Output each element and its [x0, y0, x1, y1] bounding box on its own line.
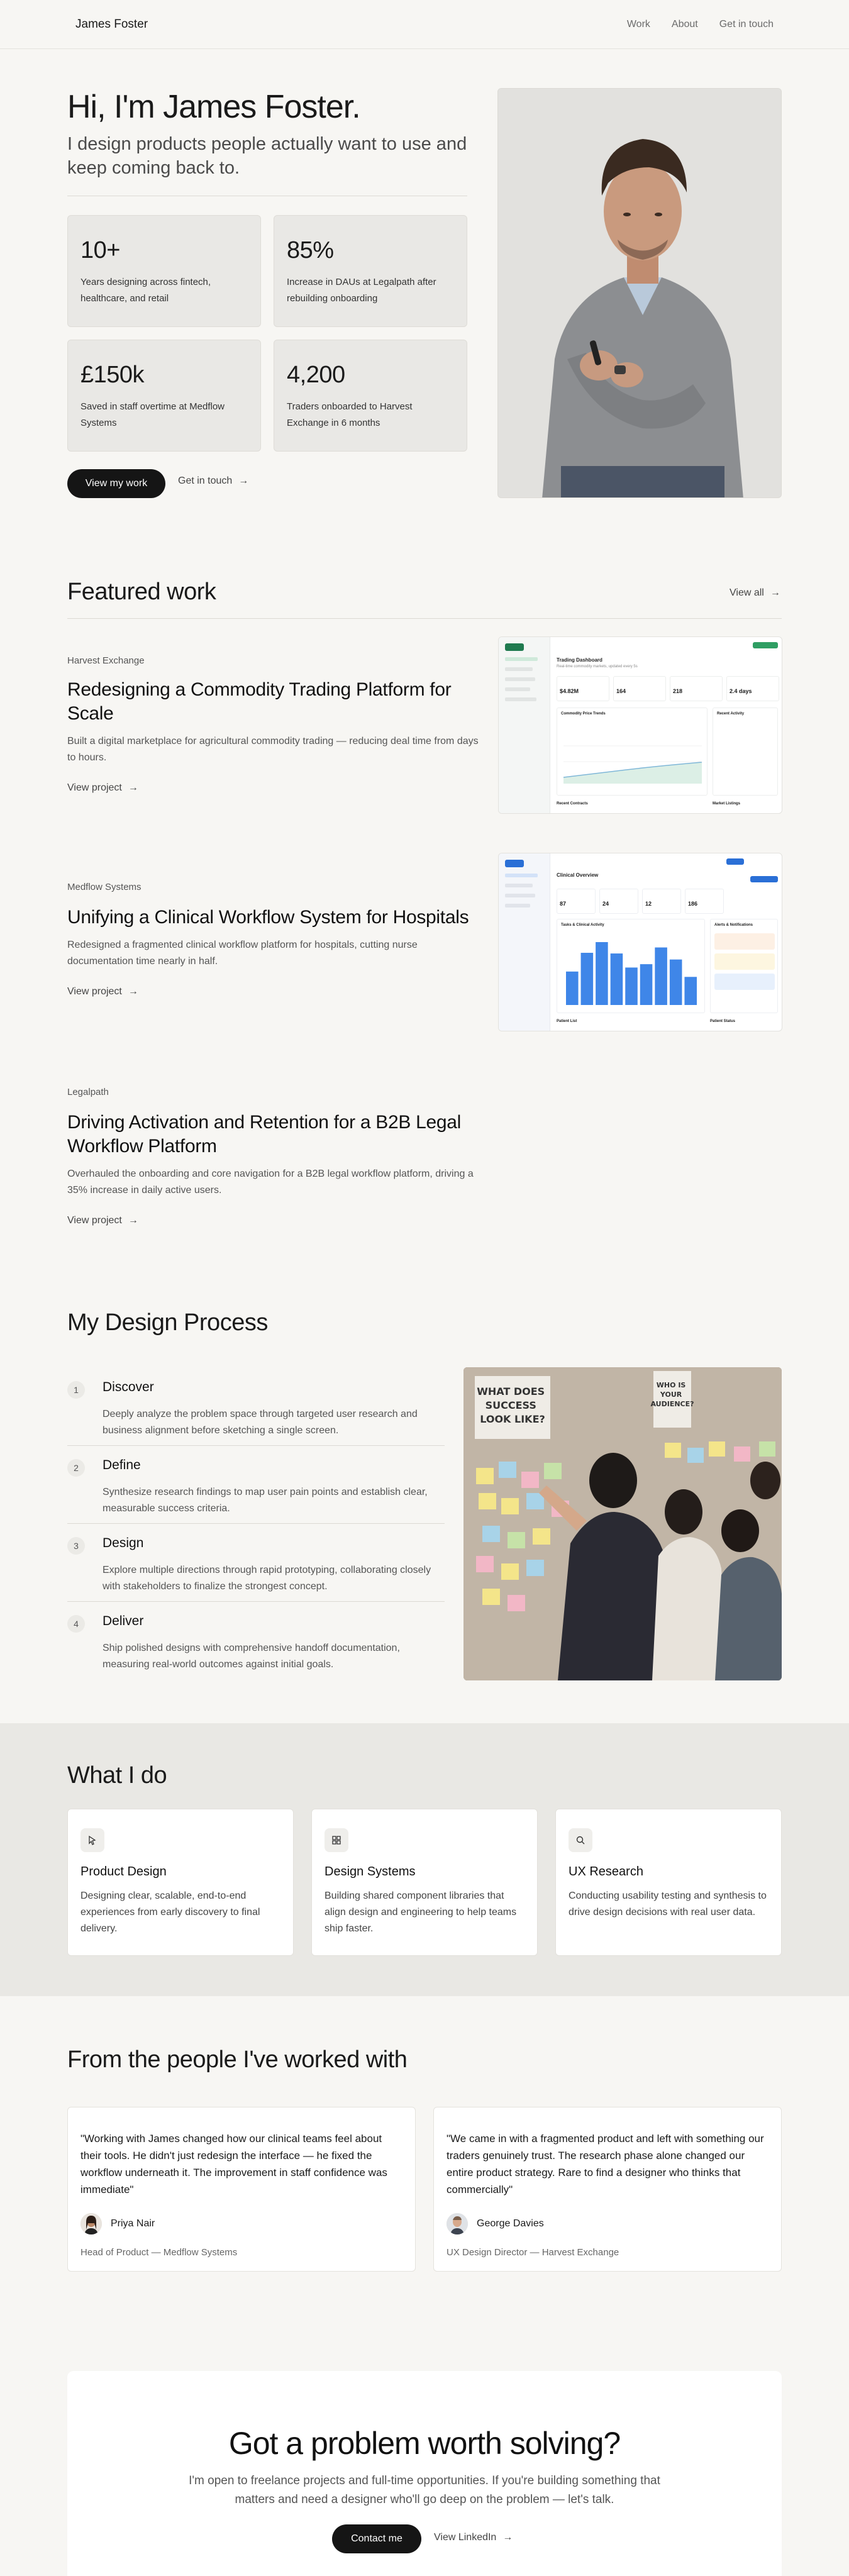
grid-icon	[325, 1828, 348, 1852]
service-title: UX Research	[569, 1865, 643, 1879]
mockup-bar	[640, 964, 653, 1005]
hero-subtitle: I design products people actually want to use and keep coming back to.	[67, 134, 467, 178]
testimonial-role: Head of Product — Medflow Systems	[80, 2247, 238, 2258]
get-in-touch-label: Get in touch	[178, 475, 233, 486]
mockup-subtitle: Real-time commodity markets, updated every 5s	[557, 665, 638, 669]
stat-description: Years designing across fintech, healthcare, and retail	[80, 277, 211, 304]
service-card-ux-research	[555, 1809, 782, 1956]
mockup-footer-right: Market Listings	[713, 802, 741, 806]
mockup-chart-title: Commodity Price Trends	[561, 712, 606, 716]
mockup-nav-item	[505, 697, 536, 701]
stat-card-dau	[274, 215, 467, 327]
view-project-label: View project	[67, 986, 122, 997]
mockup-chart-panel	[557, 708, 708, 796]
stat-number: 10+	[80, 237, 120, 264]
mockup-sidebar	[499, 637, 550, 814]
mockup-kpi: $4.82M	[557, 676, 609, 701]
project-title[interactable]: Redesigning a Commodity Trading Platform for Scale	[67, 679, 452, 724]
hero-title: Hi, I'm James Foster.	[67, 89, 360, 125]
mockup-nav-item	[505, 667, 533, 671]
step-description: Explore multiple directions through rapid prototyping, collaborating closely with stakeholders to finalize the strongest concept.	[103, 1565, 431, 1592]
testimonial-card	[433, 2107, 782, 2272]
cursor-icon	[80, 1828, 104, 1852]
mockup-chart-panel	[557, 919, 705, 1013]
view-linkedin-link[interactable]	[434, 2532, 513, 2543]
mockup-kpi: 12	[642, 889, 681, 914]
view-project-link[interactable]	[67, 986, 138, 997]
project-company: Harvest Exchange	[67, 655, 145, 666]
testimonial-role: UX Design Director — Harvest Exchange	[447, 2247, 619, 2258]
process-heading: My Design Process	[67, 1309, 268, 1336]
step-description: Synthesize research findings to map user pain points and establish clear, measurable success criteria.	[103, 1487, 428, 1514]
testimonial-card	[67, 2107, 416, 2272]
stat-number: 4,200	[287, 362, 345, 388]
mockup-line-chart	[557, 708, 708, 796]
mockup-alerts-panel	[710, 919, 778, 1013]
testimonial-name: George Davies	[477, 2218, 544, 2229]
step-title: Design	[103, 1536, 144, 1550]
mockup-kpi: 164	[613, 676, 666, 701]
project-company: Medflow Systems	[67, 882, 142, 892]
nav-links	[627, 19, 774, 30]
mockup-kpi: 87	[557, 889, 596, 914]
step-title: Discover	[103, 1380, 154, 1394]
step-description: Ship polished designs with comprehensive handoff documentation, measuring real-world outcomes against initial goals.	[103, 1643, 400, 1670]
step-number: 1	[67, 1381, 85, 1399]
services-heading: What I do	[67, 1762, 167, 1789]
mockup-alert	[714, 974, 775, 990]
service-card-design-systems	[311, 1809, 538, 1956]
view-project-link[interactable]	[67, 1215, 138, 1226]
step-title: Define	[103, 1458, 141, 1472]
view-all-link[interactable]	[730, 587, 780, 599]
arrow-right-icon: →	[128, 1215, 138, 1226]
mockup-nav-item	[505, 657, 538, 661]
mockup-kpi: 2.4 days	[726, 676, 779, 701]
arrow-right-icon: →	[238, 475, 249, 486]
mockup-bar	[625, 967, 638, 1005]
arrow-right-icon: →	[770, 587, 780, 598]
project-description: Built a digital marketplace for agricultural commodity trading — reducing deal time from days to hours.	[67, 736, 479, 763]
project-company: Legalpath	[67, 1087, 109, 1097]
mockup-footer-right: Patient Status	[710, 1019, 736, 1023]
mockup-action-button	[750, 876, 778, 882]
mockup-nav-item	[505, 884, 533, 887]
step-divider	[67, 1523, 445, 1524]
step-divider	[67, 1445, 445, 1446]
clinical-dashboard-mockup[interactable]	[498, 853, 782, 1031]
view-project-label: View project	[67, 1215, 122, 1226]
view-all-label: View all	[730, 587, 764, 598]
mockup-nav-item	[505, 894, 535, 897]
stat-card-savings	[67, 340, 261, 452]
mockup-kpi: 218	[670, 676, 723, 701]
get-in-touch-link[interactable]	[178, 475, 248, 487]
mockup-bar	[670, 960, 682, 1005]
testimonial-author	[80, 2213, 155, 2235]
project-description: Redesigned a fragmented clinical workflow platform for hospitals, cutting nurse documentation time nearly in half.	[67, 940, 418, 967]
arrow-right-icon: →	[128, 986, 138, 997]
service-card-product-design	[67, 1809, 294, 1956]
service-description: Conducting usability testing and synthesis to drive design decisions with real user data.	[569, 1890, 767, 1918]
testimonial-quote: "Working with James changed how our clinical teams feel about their tools. He didn't just redesign the interface — he fixed the workflow underneath it. The improvement in staff confidence was immediate"	[80, 2133, 387, 2196]
mockup-bar	[611, 953, 623, 1005]
mockup-sidebar	[499, 853, 550, 1031]
mockup-logo	[505, 643, 524, 651]
mockup-bar-chart	[557, 919, 706, 1014]
step-number: 4	[67, 1615, 85, 1633]
poster-right-text: WHO IS YOUR AUDIENCE?	[650, 1381, 694, 1408]
mockup-kpi: 186	[685, 889, 724, 914]
step-description: Deeply analyze the problem space through targeted user research and business alignment before sketching a single screen.	[103, 1409, 418, 1436]
workshop-illustration	[463, 1367, 782, 1680]
mockup-bar	[596, 942, 608, 1005]
mockup-bar	[566, 972, 579, 1005]
testimonial-name: Priya Nair	[111, 2218, 155, 2229]
project-title[interactable]: Unifying a Clinical Workflow System for Hospitals	[67, 907, 469, 928]
mockup-alert	[714, 933, 775, 950]
portrait-photo	[497, 88, 782, 498]
featured-work-heading: Featured work	[67, 579, 216, 605]
mockup-side-panel	[713, 708, 778, 796]
arrow-right-icon: →	[502, 2532, 513, 2543]
mockup-bar	[581, 953, 594, 1005]
avatar	[80, 2213, 102, 2235]
mockup-logo	[505, 860, 524, 867]
service-description: Building shared component libraries that align design and engineering to help teams ship faster.	[325, 1890, 517, 1934]
mockup-title: Clinical Overview	[557, 872, 599, 878]
mockup-side-title: Recent Activity	[717, 712, 745, 716]
cta-description: I'm open to freelance projects and full-time opportunities. If you're building something that matters and need a designer who'll go deep on the problem — let's talk.	[189, 2474, 660, 2506]
stat-number: £150k	[80, 362, 145, 388]
contact-me-button[interactable]: Contact me	[332, 2524, 421, 2553]
mockup-side-title: Alerts & Notifications	[714, 923, 753, 927]
view-linkedin-label: View LinkedIn	[434, 2532, 497, 2543]
mockup-kpi: 24	[599, 889, 638, 914]
testimonial-quote: "We came in with a fragmented product and left with something our traders genuinely trust. The research phase alone changed our entire product strategy. Rare to find a designer who thinks that commercially"	[447, 2133, 764, 2196]
poster-left-text: WHAT DOES SUCCESS LOOK LIKE?	[477, 1385, 545, 1425]
portrait-illustration	[498, 89, 782, 498]
testimonial-author	[447, 2213, 544, 2235]
mockup-nav-item	[505, 874, 538, 877]
testimonials-heading: From the people I've worked with	[67, 2046, 408, 2073]
mockup-chart-title: Tasks & Clinical Activity	[561, 923, 604, 927]
view-project-label: View project	[67, 782, 122, 793]
service-title: Design Systems	[325, 1865, 416, 1879]
stat-card-traders	[274, 340, 467, 452]
service-title: Product Design	[80, 1865, 167, 1879]
mockup-bar	[684, 977, 697, 1005]
project-description: Overhauled the onboarding and core navigation for a B2B legal workflow platform, driving a 35% increase in daily active users.	[67, 1169, 474, 1196]
search-icon	[569, 1828, 592, 1852]
stat-description: Saved in staff overtime at Medflow Systems	[80, 401, 225, 428]
mockup-kpi-row	[557, 889, 724, 914]
mockup-kpi-row	[557, 676, 779, 701]
mockup-footer-left: Recent Contracts	[557, 802, 588, 806]
mockup-title: Trading Dashboard	[557, 657, 602, 663]
mockup-footer-left: Patient List	[557, 1019, 577, 1023]
nav-link-work[interactable]: Work	[626, 18, 650, 30]
arrow-right-icon: →	[128, 782, 138, 793]
brand-logo[interactable]: James Foster	[75, 17, 148, 31]
trading-dashboard-mockup[interactable]	[498, 636, 782, 814]
cta-title: Got a problem worth solving?	[228, 2426, 621, 2461]
step-number: 2	[67, 1459, 85, 1477]
nav-link-contact[interactable]: Get in touch	[719, 18, 774, 30]
mockup-nav-item	[505, 904, 530, 908]
stat-card-years	[67, 215, 261, 327]
stat-number: 85%	[287, 237, 334, 264]
view-my-work-button[interactable]: View my work	[67, 469, 165, 498]
mockup-bar	[655, 948, 667, 1005]
mockup-nav-item	[505, 687, 530, 691]
stat-description: Increase in DAUs at Legalpath after rebuilding onboarding	[287, 277, 436, 304]
step-number: 3	[67, 1537, 85, 1555]
workshop-photo	[463, 1367, 782, 1680]
featured-divider	[67, 618, 782, 619]
mockup-alert	[714, 953, 775, 970]
top-nav	[0, 0, 849, 49]
nav-link-about[interactable]: About	[671, 18, 698, 30]
service-description: Designing clear, scalable, end-to-end experiences from early discovery to final delivery.	[80, 1890, 260, 1934]
view-project-link[interactable]	[67, 782, 138, 794]
mockup-nav-item	[505, 677, 535, 681]
avatar	[447, 2213, 468, 2235]
mockup-tab-active	[726, 858, 744, 865]
contact-cta-section	[67, 2371, 782, 2576]
step-divider	[67, 1601, 445, 1602]
project-title[interactable]: Driving Activation and Retention for a B2B Legal Workflow Platform	[67, 1112, 461, 1157]
step-title: Deliver	[103, 1614, 144, 1628]
stat-description: Traders onboarded to Harvest Exchange in 6 months	[287, 401, 413, 428]
mockup-action-button	[753, 642, 778, 648]
